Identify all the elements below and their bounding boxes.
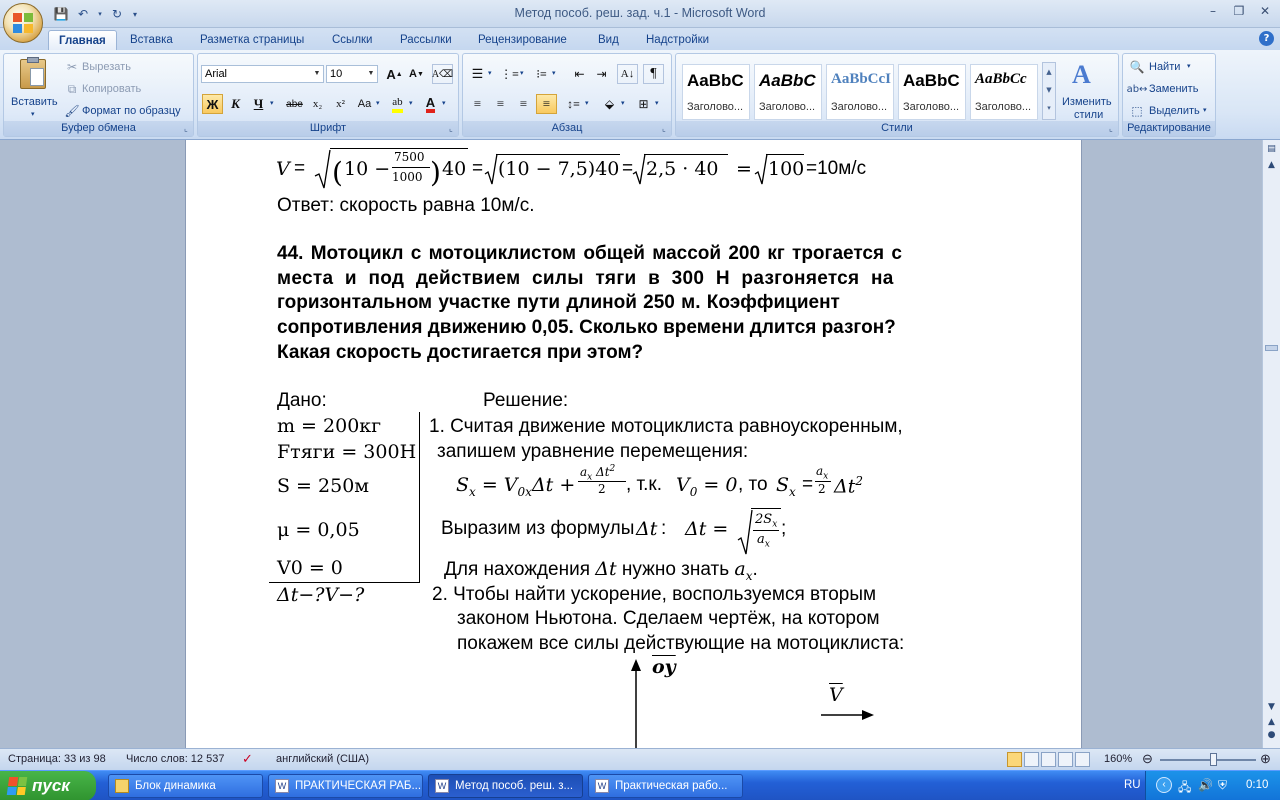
full-screen-view-button[interactable] [1024, 752, 1039, 767]
font-launcher-icon[interactable]: ⌞ [449, 124, 453, 133]
undo-dropdown-icon[interactable]: ▾ [98, 10, 102, 18]
paste-label: Вставить [11, 96, 58, 108]
network-icon[interactable]: 🖧 [1178, 780, 1192, 794]
sqrt-symbol-icon [754, 152, 768, 186]
page-indicator[interactable]: Страница: 33 из 98 [8, 753, 106, 765]
clear-formatting-button[interactable]: A⌫ [432, 64, 453, 84]
cut-icon: ✂ [66, 60, 78, 74]
underline-button[interactable]: Ч [253, 96, 264, 111]
answer-text: Ответ: скорость равна 10м/с. [277, 195, 535, 216]
need-text-2: нужно знать [616, 559, 735, 580]
save-icon[interactable]: 💾 [53, 7, 69, 21]
formula-then: , то [738, 474, 768, 495]
font-size-value: 10 [330, 68, 343, 80]
styles-group [675, 53, 1119, 137]
sqrt-symbol-icon [737, 508, 753, 556]
oy-axis-label [652, 656, 676, 678]
customize-qat-icon[interactable]: ▾ [132, 9, 137, 19]
taskbar-item-word-2[interactable] [428, 774, 583, 798]
style-sample: AaBbC [759, 71, 816, 90]
tab-home[interactable]: Главная [48, 30, 117, 50]
editing-group [1122, 53, 1216, 137]
velocity-vector-label [829, 684, 843, 706]
title-bar [0, 0, 1280, 28]
given-label: Дано: [277, 390, 327, 411]
font-name-value: Arial [205, 68, 228, 80]
clipboard-launcher-icon[interactable]: ⌞ [184, 124, 188, 133]
style-sample: AaBbC [903, 71, 960, 90]
status-bar [0, 748, 1280, 770]
problem-line-1: 44. Мотоцикл с мотоциклистом общей массой 200 кг трогается с [277, 243, 902, 264]
system-tray [1124, 771, 1280, 800]
window-title: Метод пособ. реш. зад. ч.1 - Microsoft Word [514, 6, 766, 20]
highlight-dropdown-icon[interactable]: ▾ [409, 100, 413, 107]
change-styles-button[interactable] [1060, 58, 1116, 120]
align-left-button[interactable]: ≡ [473, 96, 482, 111]
style-name: Заголово... [831, 101, 888, 113]
replace-button[interactable]: Заменить [1149, 83, 1199, 95]
zoom-level[interactable]: 160% [1104, 753, 1133, 765]
tab-page-layout[interactable]: Разметка страницы [200, 34, 305, 46]
taskbar-item-word-1[interactable] [268, 774, 423, 798]
paragraph-launcher-icon[interactable]: ⌞ [662, 124, 666, 133]
cut-button[interactable]: Вырезать [82, 61, 131, 73]
answer-line [277, 195, 534, 217]
copy-button[interactable]: Копировать [82, 83, 142, 95]
sqrt-symbol-icon [632, 152, 646, 186]
need-text: Для нахождения [444, 559, 596, 580]
displacement-formula: $S_x = V_{0x}\Delta t$ + $a_x$ $\Delta t^2$ 2 , т.к. $V_0 = 0$ , то $S_x$ = $a_x$ 2 $\Delta t^2$ [456, 464, 863, 499]
given-distance: S = 250м [277, 475, 370, 497]
express-text: Выразим из формулы [441, 518, 635, 539]
style-name: Заголово... [903, 101, 960, 113]
task-label: Блок динамика [135, 780, 216, 792]
highlight-button[interactable] [387, 94, 408, 114]
clock[interactable]: 0:10 [1246, 779, 1269, 791]
outline-view-button[interactable] [1058, 752, 1073, 767]
change-styles-icon: A [1072, 60, 1091, 89]
redo-icon[interactable]: ↻ [111, 7, 123, 21]
format-painter-button[interactable]: Формат по образцу [82, 105, 181, 117]
taskbar-item-folder[interactable] [108, 774, 263, 798]
highlighter-icon: ab [392, 96, 402, 113]
ruler-toggle-icon[interactable]: ▤ [1267, 144, 1276, 154]
given-force: Fтяги = 300Н [277, 441, 417, 463]
start-button[interactable] [0, 771, 96, 800]
change-case-dropdown-icon[interactable]: ▾ [376, 100, 380, 107]
shading-button[interactable]: ⬙ [604, 96, 615, 111]
ribbon-tabs [0, 28, 1280, 50]
borders-button[interactable]: ⊞ [638, 96, 649, 111]
express-line: Выразим из формулы Δt : Δt = $2S_x$ $a_x$ ; [441, 510, 821, 556]
task-label: Метод пособ. реш. з... [455, 780, 574, 792]
folder-icon [115, 779, 129, 793]
scrollbar-thumb[interactable] [1265, 345, 1278, 351]
tab-insert[interactable]: Вставка [130, 34, 173, 46]
formula-result: =10м/с [806, 158, 867, 179]
task-label: Практическая рабо... [615, 780, 728, 792]
word-count[interactable]: Число слов: 12 537 [126, 753, 225, 765]
style-heading-3[interactable] [826, 64, 894, 120]
style-name: Заголово... [759, 101, 816, 113]
minimize-button[interactable]: – [1210, 4, 1216, 18]
scroll-down-icon[interactable]: ▼ [1268, 702, 1275, 712]
velocity-text: $\overline{V}$ [829, 684, 843, 706]
undo-icon[interactable]: ↶ [77, 7, 89, 21]
shrink-font-button[interactable]: A ▼ [409, 68, 424, 80]
maximize-button[interactable]: ❐ [1233, 4, 1245, 18]
find-line: Δt−?V−? [277, 584, 365, 606]
font-group-label: Шрифт [198, 121, 458, 136]
web-layout-view-button[interactable] [1041, 752, 1056, 767]
taskbar [0, 770, 1280, 800]
font-size-dropdown-icon: ▼ [367, 70, 375, 77]
step2-line2: законом Ньютона. Сделаем чертёж, на котором [457, 608, 880, 629]
multilevel-dropdown-icon[interactable]: ▾ [552, 70, 556, 77]
select-dropdown-icon[interactable]: ▾ [1203, 107, 1207, 114]
styles-group-label: Стили [676, 121, 1118, 136]
clipboard-group-label: Буфер обмена [4, 121, 193, 136]
sqrt-symbol-icon [484, 152, 498, 186]
replace-icon: ab↔ [1126, 83, 1148, 95]
font-group [197, 53, 459, 137]
style-name: Заголово... [687, 101, 744, 113]
problem-line-3: горизонтальном участке пути длиной 250 м. Коэффициент [277, 292, 840, 313]
format-painter-icon: 🖌 [64, 104, 80, 118]
volume-icon[interactable]: 🔊 [1198, 778, 1213, 792]
align-center-button[interactable]: ≡ [496, 96, 505, 111]
taskbar-item-word-3[interactable] [588, 774, 743, 798]
word-doc-icon: W [595, 779, 609, 793]
style-sample: AaBbCc [975, 71, 1027, 87]
paste-dropdown-icon[interactable]: ▾ [31, 111, 35, 118]
ribbon [0, 50, 1280, 140]
font-name-dropdown-icon: ▼ [313, 70, 321, 77]
bullets-button[interactable]: ☰ [471, 66, 484, 81]
oy-text: $\overline{oy}$ [652, 656, 676, 678]
decrease-indent-button[interactable]: ⇤ [574, 66, 585, 81]
draft-view-button[interactable] [1075, 752, 1090, 767]
change-case-button[interactable]: Aa [357, 98, 372, 110]
zoom-slider[interactable] [1160, 759, 1256, 761]
paragraph-group-label: Абзац [463, 121, 671, 136]
step1-line2: запишем уравнение перемещения: [437, 441, 749, 462]
word-doc-icon: W [435, 779, 449, 793]
sort-button[interactable]: A↓ [617, 64, 638, 84]
style-name: Заголово... [975, 101, 1032, 113]
start-label: пуск [32, 776, 70, 795]
given-initial-velocity: V0 = 0 [277, 557, 343, 579]
increase-indent-button[interactable]: ⇥ [596, 66, 607, 81]
zoom-in-icon[interactable]: ⊕ [1260, 751, 1271, 766]
close-button[interactable]: ✕ [1259, 4, 1271, 18]
word-doc-icon: W [275, 779, 289, 793]
zoom-out-icon[interactable]: ⊖ [1142, 751, 1153, 766]
tab-mailings[interactable]: Рассылки [400, 34, 452, 46]
style-heading-5[interactable] [970, 64, 1038, 120]
office-logo-icon [13, 13, 33, 33]
align-right-button[interactable]: ≡ [519, 96, 528, 111]
bold-button[interactable]: Ж [202, 94, 223, 114]
office-button[interactable] [3, 3, 43, 43]
given-divider-vertical [419, 412, 420, 582]
font-color-button[interactable] [420, 94, 441, 114]
given-friction: μ = 0,05 [277, 519, 360, 541]
solution-label: Решение: [483, 390, 569, 411]
print-layout-view-button[interactable] [1007, 752, 1022, 767]
tab-references[interactable]: Ссылки [332, 34, 373, 46]
styles-launcher-icon[interactable]: ⌞ [1109, 124, 1113, 133]
bullets-dropdown-icon[interactable]: ▾ [488, 70, 492, 77]
tab-addins[interactable]: Надстройки [646, 34, 710, 46]
find-icon: 🔍 [1129, 60, 1145, 74]
underline-dropdown-icon[interactable]: ▾ [270, 100, 274, 107]
change-styles-label-2: стили [1074, 109, 1104, 121]
numbering-dropdown-icon[interactable]: ▾ [520, 70, 524, 77]
multilevel-list-button[interactable]: ⁝≡ [536, 66, 547, 81]
grow-font-button[interactable]: A ▲ [386, 66, 403, 82]
problem-line-5: Какая скорость достигается при этом? [277, 342, 644, 363]
need-line: Для нахождения Δt нужно знать $a_x$. [444, 558, 758, 583]
language-bar[interactable]: RU [1124, 779, 1141, 791]
step2-line1: 2. Чтобы найти ускорение, воспользуемся вторым [432, 584, 877, 605]
windows-flag-icon [7, 777, 28, 795]
scroll-up-icon[interactable]: ▲ [1268, 160, 1275, 170]
clipboard-group [3, 53, 194, 137]
prev-page-icon[interactable]: ▲ [1268, 717, 1275, 727]
help-icon[interactable]: ? [1259, 31, 1274, 46]
sqrt-symbol-icon [314, 148, 332, 192]
vertical-scrollbar[interactable] [1262, 140, 1280, 748]
styles-scroll[interactable]: ▲ ▼ ▾ [1042, 62, 1056, 120]
find-dropdown-icon[interactable]: ▾ [1187, 63, 1191, 70]
proofing-icon[interactable]: ✓ [242, 751, 253, 766]
select-browse-object-icon[interactable]: ● [1267, 730, 1276, 740]
select-button[interactable]: Выделить [1149, 105, 1200, 117]
given-mass: m = 200кг [277, 415, 382, 437]
problem-line-2: места и под действием силы тяги в 300 Н разгоняется на [277, 268, 894, 289]
style-heading-4[interactable] [898, 64, 966, 120]
numbering-button[interactable]: ⋮≡ [500, 66, 519, 81]
change-styles-label-1: Изменить [1062, 96, 1112, 108]
paste-button[interactable] [8, 56, 62, 120]
copy-icon: ⧉ [67, 81, 77, 96]
style-heading-2[interactable] [754, 64, 822, 120]
paste-icon [20, 59, 46, 89]
step2-line3: покажем все силы действующие на мотоциклиста: [457, 633, 905, 654]
tray-back-icon[interactable]: ‹ [1156, 777, 1172, 793]
find-button[interactable]: Найти [1149, 61, 1181, 73]
tab-view[interactable]: Вид [598, 34, 619, 46]
problem-line-4: сопротивления движению 0,05. Сколько времени длится разгон? [277, 317, 896, 338]
strikethrough-button[interactable]: abe [286, 98, 303, 110]
document-area [0, 140, 1262, 748]
language-indicator[interactable]: английский (США) [276, 753, 370, 765]
shading-dropdown-icon[interactable]: ▾ [621, 100, 625, 107]
justify-button[interactable]: ≡ [536, 94, 557, 114]
font-name-select[interactable] [201, 65, 324, 83]
given-divider-horizontal [269, 582, 420, 583]
zoom-slider-thumb[interactable] [1210, 753, 1217, 766]
tab-review[interactable]: Рецензирование [478, 34, 567, 46]
show-marks-button[interactable]: ¶ [643, 64, 664, 84]
borders-dropdown-icon[interactable]: ▾ [655, 100, 659, 107]
font-size-select[interactable] [326, 65, 378, 83]
line-spacing-dropdown-icon[interactable]: ▾ [585, 100, 589, 107]
style-heading-1[interactable] [682, 64, 750, 120]
font-color-icon: A [426, 96, 435, 113]
formula-since: , т.к. [626, 474, 663, 495]
line-spacing-button[interactable]: ↕≡ [567, 96, 580, 111]
subscript-button[interactable]: x₂ [312, 98, 323, 110]
select-icon: ⬚ [1131, 104, 1143, 118]
superscript-button[interactable]: x² [336, 98, 345, 110]
window-controls [1202, 2, 1276, 20]
style-sample: AaBbC [687, 71, 744, 90]
style-sample: AaBbCcI [831, 71, 892, 87]
italic-button[interactable]: К [231, 96, 240, 111]
step1-line1: 1. Считая движение мотоциклиста равноускоренным, [429, 416, 903, 437]
paragraph-group [462, 53, 672, 137]
font-color-dropdown-icon[interactable]: ▾ [442, 100, 446, 107]
task-label: ПРАКТИЧЕСКАЯ РАБ... [295, 780, 422, 792]
editing-group-label: Редактирование [1123, 121, 1215, 136]
security-icon[interactable]: ⛨ [1218, 778, 1228, 792]
document-page[interactable]: V = ( 10 − 7500 1000 ) 40 = (10 − 7,5)40 = 2,5 · 40 = 100 =10м/с Ответ: скорость равна 10м/с. 44. Мотоцикл с мотоциклистом общей массой 200 кг трогается с места и под действием силы тяги в 300 Н разгоняется на горизонтальном участке пути длиной 250 м. Коэффициент сопротивления движению 0,05. Сколько времени длится разгон? Какая скорость достигается при этом? Дано: Решение: m = 200кг Fтяги = 300Н S = 250м μ = 0,05 V0 = 0 Δt−?V−? 1. Считая движение мотоциклиста равноускоренным, запишем уравнение перемещения: $S_x = V_{0x}\Delta t$ + $a_x$ $\Delta t^2$ 2 , т.к. $V_0 = 0$ , то $S_x$ = $a_x$ 2 $\Delta t^2$ Выразим из формулы Δt : Δt = $2S_x$ $a_x$ ; Для нахождения Δt нужно знать $a_x$. 2. Чтобы найти ускорение, воспользуемся вторым законом Ньютона. Сделаем чертёж, на котором покажем все силы действующие на мотоциклиста: $\overline{oy}$ $\overline{V}$ [185, 140, 1082, 748]
